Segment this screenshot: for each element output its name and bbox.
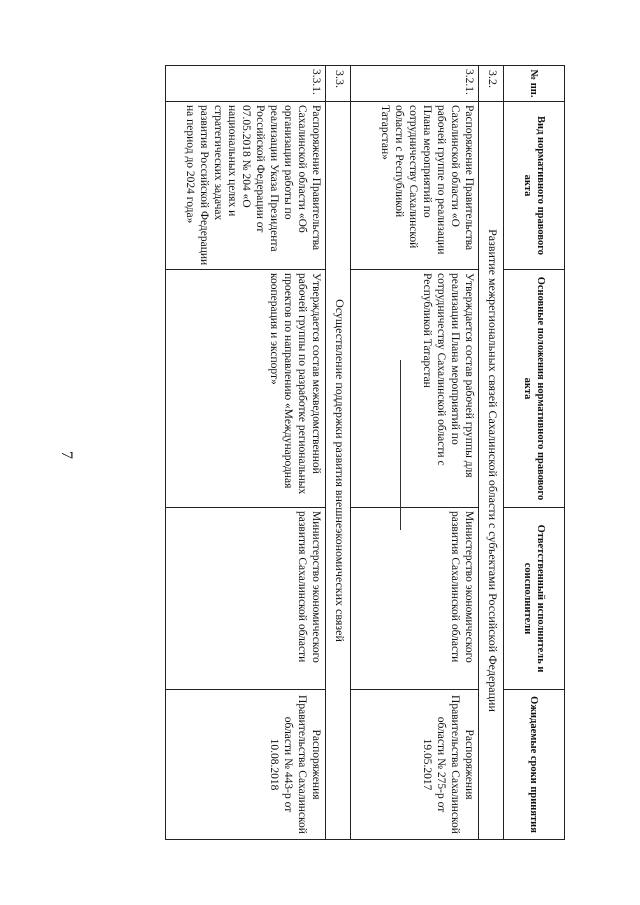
section-num: 3.3. (326, 66, 351, 102)
section-row (479, 66, 504, 840)
header-provisions: Основные положения нормативного правового акта (504, 270, 565, 508)
row-provisions: Утверждается состав рабочей группы для реализации Плана мероприятий по сотрудничеству Сахалинской области с Республикой Татарстан (351, 270, 479, 508)
header-executor: Ответственный исполнитель и соисполнители (504, 508, 565, 690)
row-num: 3.3.1. (166, 66, 326, 102)
header-num: № пп. (504, 66, 565, 102)
row-executor: Министерство экономического развития Сахалинской области (351, 508, 479, 690)
section-row (326, 66, 351, 840)
table-header-row (504, 66, 565, 840)
section-title: Осуществление поддержки развития внешнеэкономических связей (326, 102, 351, 840)
rotated-page-content (75, 65, 565, 839)
row-num: 3.2.1. (351, 66, 479, 102)
row-act-type: Распоряжение Правительства Сахалинской области «Об организации работы по реализации Указа Президента Российской Федерации от 07.05.2018 № 204 «О национальных целях и стратегических задачах развития Российской Федерации на период до 2024 года» (166, 102, 326, 270)
section-num: 3.2. (479, 66, 504, 102)
row-provisions: Утверждается состав межведомственной рабочей группы по разработке региональных проектов по направлению «Международная кооперация и экспорт» (166, 270, 326, 508)
row-deadline: Распоряжения Правительства Сахалинской области № 443-р от 10.08.2018 (166, 690, 326, 840)
acts-table (165, 65, 565, 840)
closing-divider-line (400, 360, 401, 530)
page-number: 7 (58, 451, 75, 459)
table-row (351, 66, 479, 840)
section-title: Развитие межрегиональных связей Сахалинской области с субъектами Российской Федерации (479, 102, 504, 840)
header-act-type: Вид нормативного правового акта (504, 102, 565, 270)
row-executor: Министерство экономического развития Сахалинской области (166, 508, 326, 690)
row-act-type: Распоряжение Правительства Сахалинской области «О рабочей группе по реализации Плана мероприятий по сотрудничеству Сахалинской области с Республикой Татарстан» (351, 102, 479, 270)
row-deadline: Распоряжения Правительства Сахалинской области № 275-р от 19.05.2017 (351, 690, 479, 840)
table-row (166, 66, 326, 840)
header-deadline: Ожидаемые сроки принятия (504, 690, 565, 840)
